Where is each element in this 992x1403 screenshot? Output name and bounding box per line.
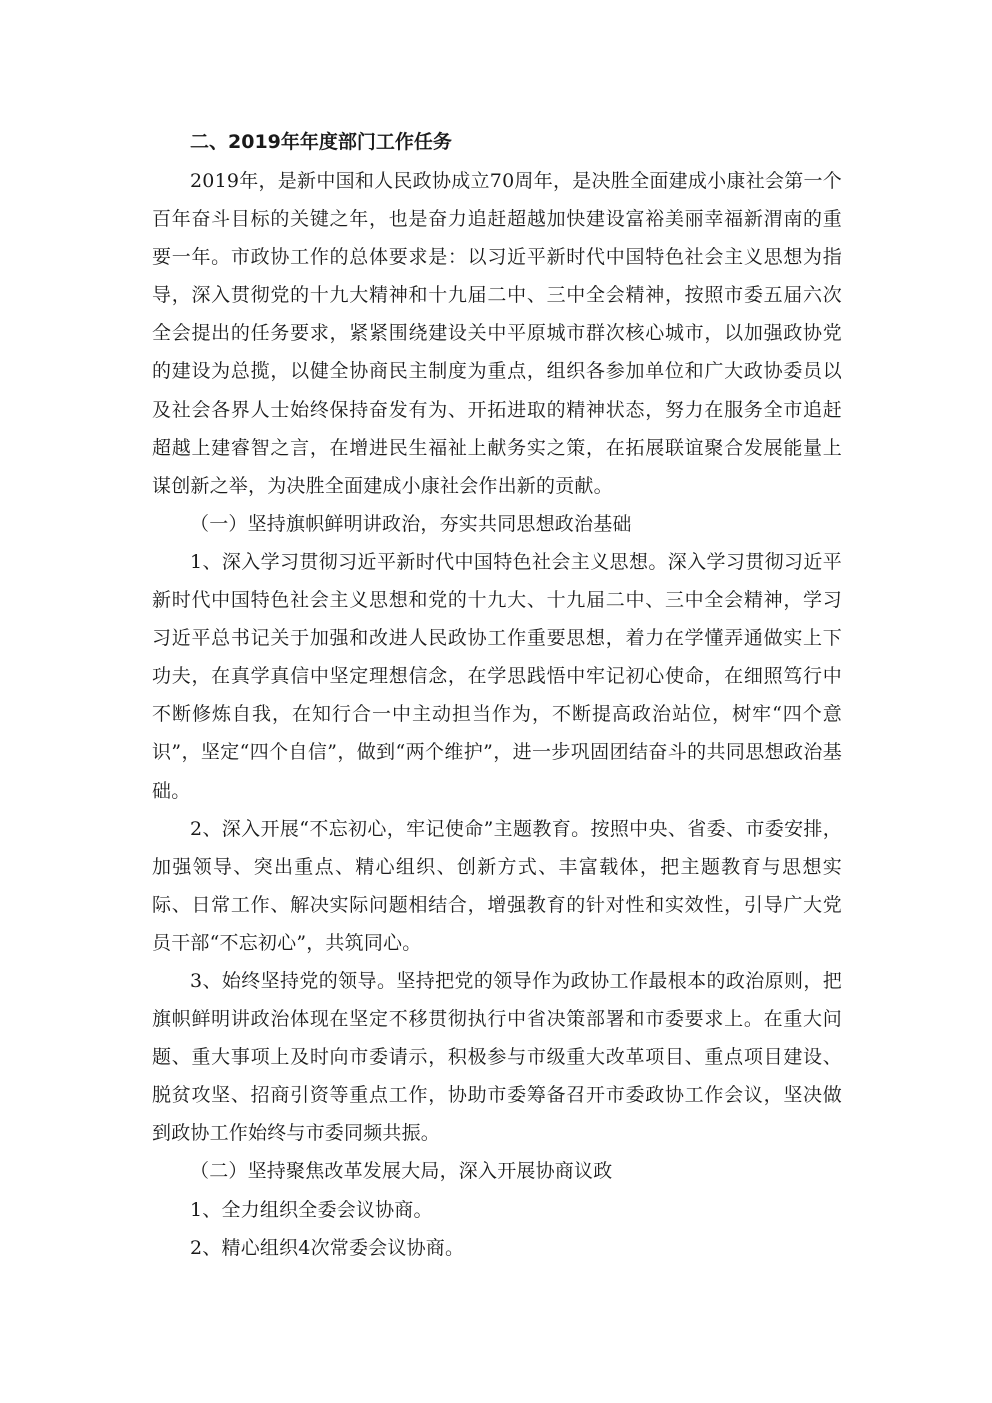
intro-paragraph: 2019年，是新中国和人民政协成立70周年，是决胜全面建成小康社会第一个百年奋斗目标的关键之年，也是奋力追赶超越加快建设富裕美丽幸福新渭南的重要一年。市政协工作的总体要求是：以习近平新时代中国特色社会主义思想为指导，深入贯彻党的十九大精神和十九届二中、三中全会精神，按照市委五届六次全会提出的任务要求，紧紧围绕建设关中平原城市群次核心城市，以加强政协党的建设为总揽，以健全协商民主制度为重点，组织各参加单位和广大政协委员以及社会各界人士始终保持奋发有为、开拓进取的精神状态，努力在服务全市追赶超越上建睿智之言，在增进民生福祉上献务实之策，在拓展联谊聚合发展能量上谋创新之举，为决胜全面建成小康社会作出新的贡献。 [152, 170, 842, 497]
section-heading: 二、2019年年度部门工作任务 [190, 131, 452, 153]
item-paragraph-5: 2、精心组织4次常委会议协商。 [190, 1236, 465, 1259]
subsection-heading-2: （二）坚持聚焦改革发展大局，深入开展协商议政 [190, 1160, 613, 1183]
item-paragraph-4: 1、全力组织全委会议协商。 [190, 1198, 433, 1221]
item-paragraph-3: 3、始终坚持党的领导。坚持把党的领导作为政协工作最根本的政治原则，把旗帜鲜明讲政治体现在坚定不移贯彻执行中省决策部署和市委要求上。在重大问题、重大事项上及时向市委请示，积极参与市级重大改革项目、重点项目建设、脱贫攻坚、招商引资等重点工作，协助市委筹备召开市委政协工作会议，坚决做到政协工作始终与市委同频共振。 [152, 969, 842, 1145]
document-body [152, 122, 842, 1267]
subsection-heading-1: （一）坚持旗帜鲜明讲政治，夯实共同思想政治基础 [190, 512, 632, 535]
item-paragraph-2: 2、深入开展“不忘初心，牢记使命”主题教育。按照中央、省委、市委安排，加强领导、突出重点、精心组织、创新方式、丰富载体，把主题教育与思想实际、日常工作、解决实际问题相结合，增强教育的针对性和实效性，引导广大党员干部“不忘初心”，共筑同心。 [152, 817, 842, 954]
item-paragraph-1: 1、深入学习贯彻习近平新时代中国特色社会主义思想。深入学习贯彻习近平新时代中国特色社会主义思想和党的十九大、十九届二中、三中全会精神，学习习近平总书记关于加强和改进人民政协工作重要思想，着力在学懂弄通做实上下功夫，在真学真信中坚定理想信念，在学思践悟中牢记初心使命，在细照笃行中不断修炼自我，在知行合一中主动担当作为，不断提高政治站位，树牢“四个意识”，坚定“四个自信”，做到“两个维护”，进一步巩固团结奋斗的共同思想政治基础。 [152, 550, 842, 802]
